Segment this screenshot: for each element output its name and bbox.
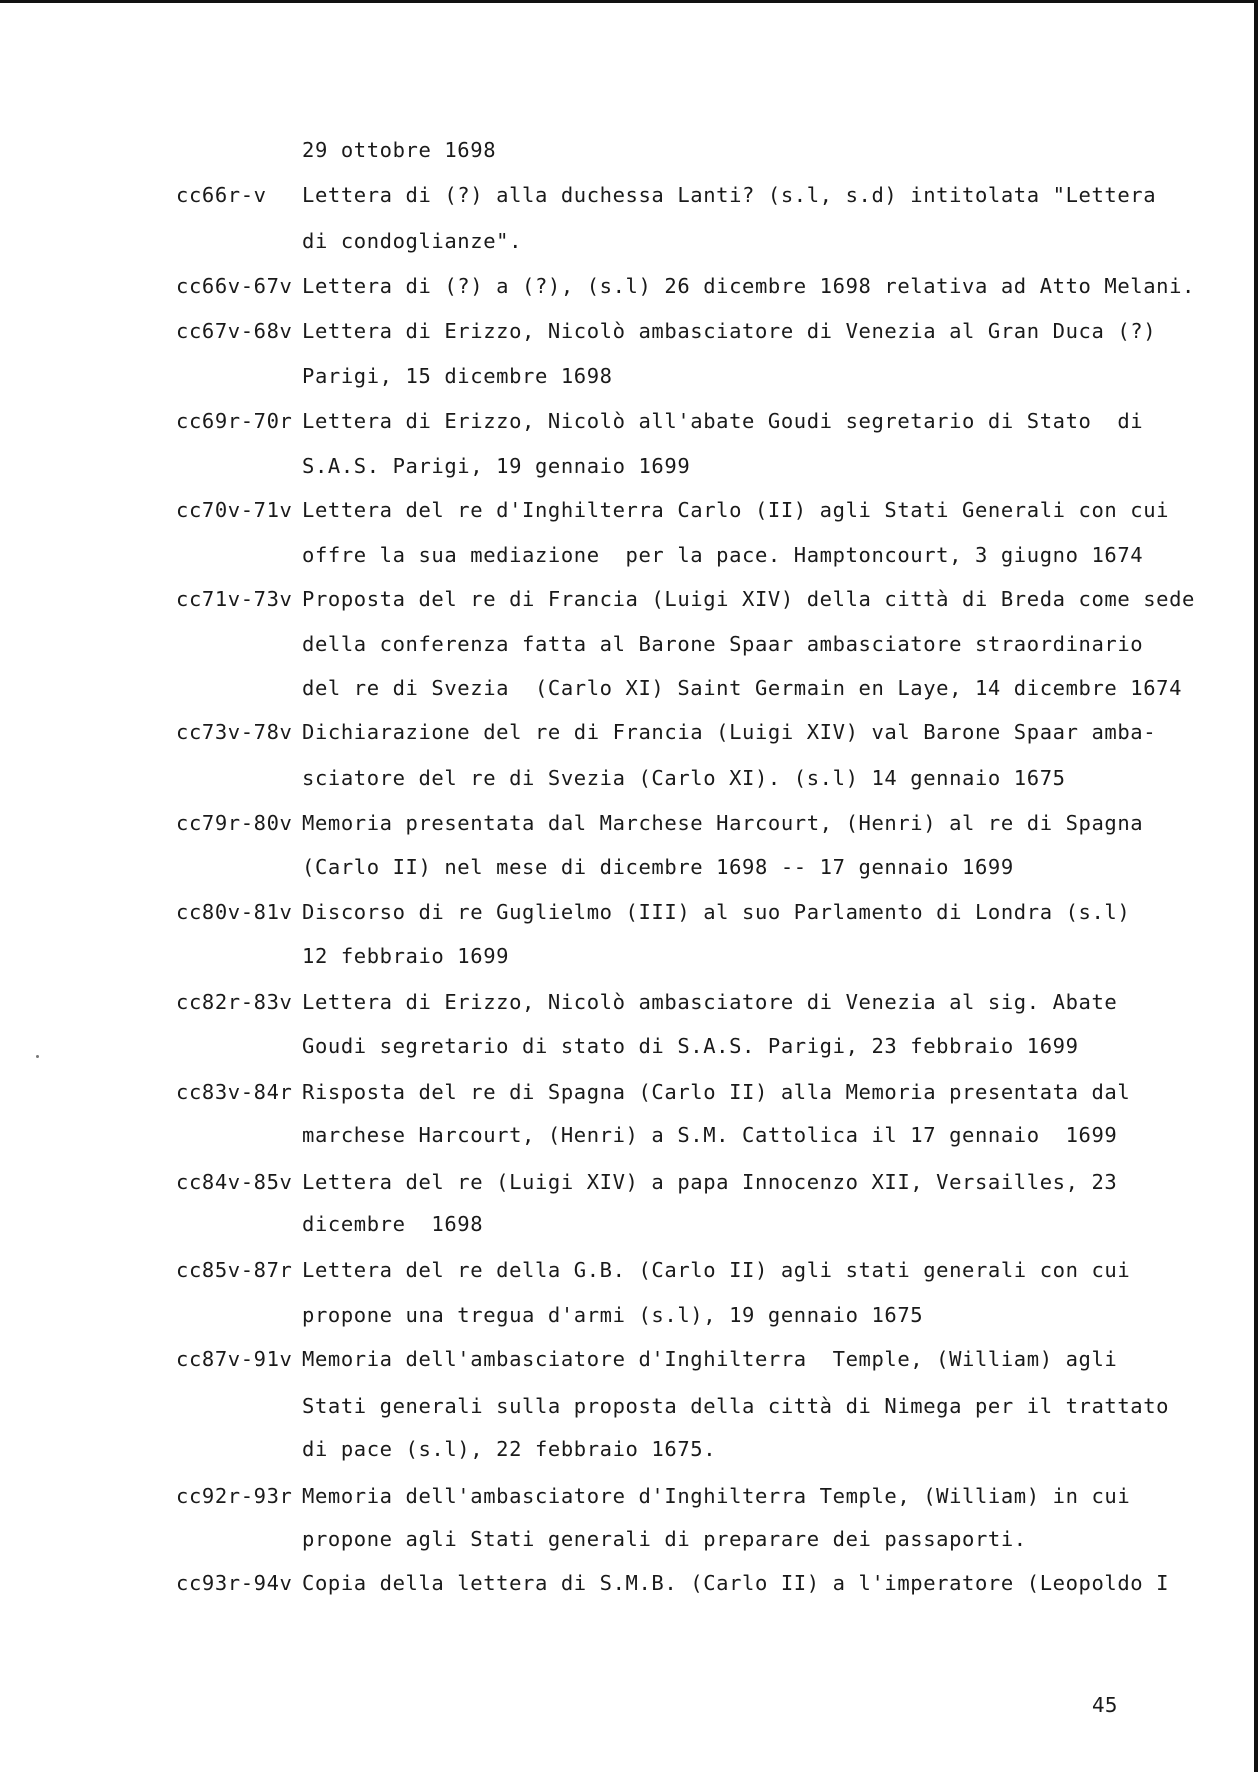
entry-text-line: dicembre 1698 xyxy=(302,1212,484,1236)
entry-text-line: Stati generali sulla proposta della città di Nimega per il trattato xyxy=(302,1394,1170,1418)
entry-text-line: Goudi segretario di stato di S.A.S. Parigi, 23 febbraio 1699 xyxy=(302,1034,1079,1058)
entry-text-line: Lettera del re d'Inghilterra Carlo (II) agli Stati Generali con cui xyxy=(302,498,1170,522)
entry-text-line: Memoria presentata dal Marchese Harcourt, (Henri) al re di Spagna xyxy=(302,811,1144,835)
entry-folio-ref: cc93r-94v xyxy=(176,1571,293,1595)
entry-text-line: di condoglianze". xyxy=(302,229,523,253)
entry-folio-ref: cc84v-85v xyxy=(176,1170,293,1194)
entry-text-line: Lettera di Erizzo, Nicolò all'abate Goudi segretario di Stato di xyxy=(302,409,1144,433)
entry-text-line: 12 febbraio 1699 xyxy=(302,944,510,968)
entry-text-line: Proposta del re di Francia (Luigi XIV) della città di Breda come sede xyxy=(302,587,1196,611)
entry-text-line: S.A.S. Parigi, 19 gennaio 1699 xyxy=(302,454,691,478)
entry-folio-ref: cc83v-84r xyxy=(176,1080,293,1104)
entry-text-line: Lettera di (?) a (?), (s.l) 26 dicembre 1698 relativa ad Atto Melani. xyxy=(302,274,1196,298)
entry-text-line: Risposta del re di Spagna (Carlo II) alla Memoria presentata dal xyxy=(302,1080,1131,1104)
entry-folio-ref: cc79r-80v xyxy=(176,811,293,835)
entry-text-line: Copia della lettera di S.M.B. (Carlo II) a l'imperatore (Leopoldo I xyxy=(302,1571,1170,1595)
entry-text-line: Lettera del re della G.B. (Carlo II) agli stati generali con cui xyxy=(302,1258,1131,1282)
entry-folio-ref: cc69r-70r xyxy=(176,409,293,433)
entry-text-line: propone agli Stati generali di preparare dei passaporti. xyxy=(302,1527,1027,1551)
entry-text-line: Dichiarazione del re di Francia (Luigi XIV) val Barone Spaar amba- xyxy=(302,720,1157,744)
entry-text-line: Memoria dell'ambasciatore d'Inghilterra Temple, (William) in cui xyxy=(302,1484,1131,1508)
entry-folio-ref: cc85v-87r xyxy=(176,1258,293,1282)
entry-text-line: marchese Harcourt, (Henri) a S.M. Cattolica il 17 gennaio 1699 xyxy=(302,1123,1118,1147)
entry-text-line: Lettera di Erizzo, Nicolò ambasciatore di Venezia al sig. Abate xyxy=(302,990,1118,1014)
top-border-line xyxy=(0,0,1258,3)
page-number: 45 xyxy=(1092,1693,1118,1717)
entry-text-line: Lettera di Erizzo, Nicolò ambasciatore di Venezia al Gran Duca (?) xyxy=(302,319,1157,343)
entry-text-line: della conferenza fatta al Barone Spaar ambasciatore straordinario xyxy=(302,632,1144,656)
entry-text-line: (Carlo II) nel mese di dicembre 1698 -- 17 gennaio 1699 xyxy=(302,855,1014,879)
entry-folio-ref: cc70v-71v xyxy=(176,498,293,522)
entry-text-line: offre la sua mediazione per la pace. Hamptoncourt, 3 giugno 1674 xyxy=(302,543,1144,567)
entry-folio-ref: cc66r-v xyxy=(176,183,267,207)
entry-folio-ref: cc87v-91v xyxy=(176,1347,293,1371)
entry-folio-ref: cc71v-73v xyxy=(176,587,293,611)
entry-folio-ref: cc73v-78v xyxy=(176,720,293,744)
entry-text-line: Discorso di re Guglielmo (III) al suo Parlamento di Londra (s.l) xyxy=(302,900,1131,924)
entry-text-line: Memoria dell'ambasciatore d'Inghilterra Temple, (William) agli xyxy=(302,1347,1118,1371)
entry-folio-ref: cc66v-67v xyxy=(176,274,293,298)
entry-folio-ref: cc80v-81v xyxy=(176,900,293,924)
entry-text-line: sciatore del re di Svezia (Carlo XI). (s.l) 14 gennaio 1675 xyxy=(302,766,1066,790)
scan-speck xyxy=(36,1055,39,1058)
entry-text-line: di pace (s.l), 22 febbraio 1675. xyxy=(302,1437,717,1461)
entry-folio-ref: cc82r-83v xyxy=(176,990,293,1014)
entry-text-line: 29 ottobre 1698 xyxy=(302,138,497,162)
right-border-line xyxy=(1254,0,1258,1772)
entry-text-line: Lettera di (?) alla duchessa Lanti? (s.l, s.d) intitolata "Lettera xyxy=(302,183,1157,207)
entry-folio-ref: cc67v-68v xyxy=(176,319,293,343)
entry-text-line: Lettera del re (Luigi XIV) a papa Innocenzo XII, Versailles, 23 xyxy=(302,1170,1118,1194)
entry-text-line: propone una tregua d'armi (s.l), 19 gennaio 1675 xyxy=(302,1303,924,1327)
entry-folio-ref: cc92r-93r xyxy=(176,1484,293,1508)
entry-text-line: del re di Svezia (Carlo XI) Saint Germain en Laye, 14 dicembre 1674 xyxy=(302,676,1183,700)
entry-text-line: Parigi, 15 dicembre 1698 xyxy=(302,364,613,388)
